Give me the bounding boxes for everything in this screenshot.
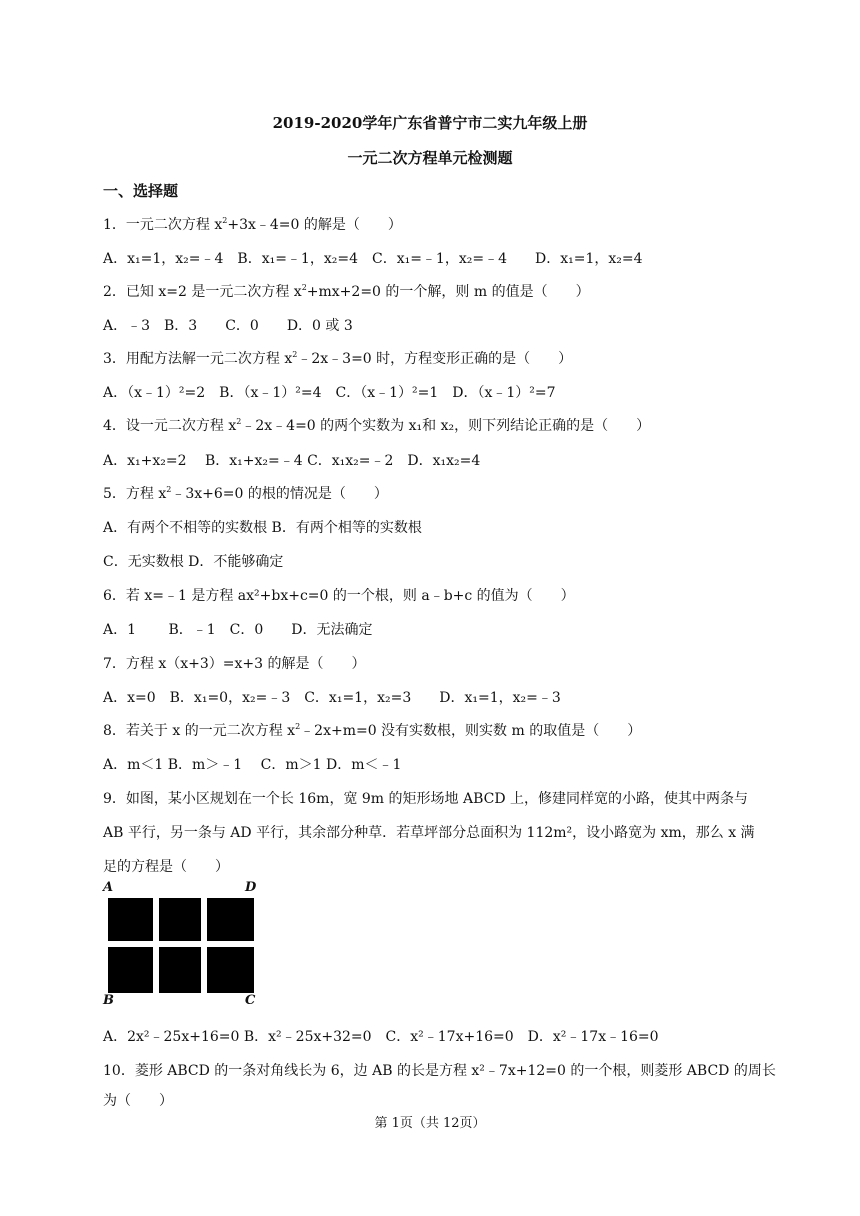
- question-9-line-3: 足的方程是（ ）: [103, 859, 229, 875]
- question-8: 8．若关于 x 的一元二次方程 $x^2﹣2x+m=0$ 没有实数根，则实数 m 的取值是（ ）: [103, 722, 642, 739]
- question-1: 1．一元二次方程 $x^2+3x﹣4=0$ 的解是（ ）: [103, 216, 402, 233]
- question-4-text-a: 4．设一元二次方程 x: [103, 418, 237, 434]
- question-2-text-a: 2．已知 x=2 是一元二次方程 x: [103, 284, 302, 300]
- question-9-line-1: 9．如图，某小区规划在一个长 16m，宽 9m 的矩形场地 ABCD 上，修建同样宽的小路，使其中两条与: [103, 791, 749, 807]
- question-5: 5．方程 $x^2﹣3x+6=0$ 的根的情况是（ ）: [103, 485, 388, 502]
- question-5-text-b: ﹣3x+6=0 的根的情况是（ ）: [171, 486, 388, 502]
- question-6: 6．若 x=﹣1 是方程 ax²+bx+c=0 的一个根，则 a﹣b+c 的值为（ ）: [103, 588, 575, 604]
- question-2-options: A．﹣3 B．3 C．0 D．0 或 3: [103, 318, 353, 334]
- document-subtitle: 一元二次方程单元检测题: [347, 149, 513, 167]
- question-3-text-b: ﹣2x﹣3=0 时，方程变形正确的是（ ）: [297, 351, 573, 367]
- question-8-text-b: ﹣2x+m=0 没有实数根，则实数 m 的取值是（ ）: [300, 723, 642, 739]
- question-5-options-2: C．无实数根 D．不能够确定: [103, 554, 284, 570]
- question-2-text-b: +mx+2=0 的一个解，则 m 的值是（ ）: [306, 284, 590, 300]
- rectangle-field-figure: [103, 880, 263, 1010]
- page-footer: 第 1页（共 12页）: [374, 1116, 486, 1131]
- vertex-label-d: D: [245, 880, 257, 895]
- question-1-text-b: +3x﹣4=0 的解是（ ）: [227, 217, 402, 233]
- question-5-options-1: A．有两个不相等的实数根 B．有两个相等的实数根: [103, 520, 422, 536]
- vertical-path-left: [153, 898, 159, 993]
- question-1-text-a: 1．一元二次方程 x: [103, 217, 223, 233]
- vertex-label-b: B: [103, 993, 114, 1008]
- question-1-options: A．x₁=1，x₂=﹣4 B．x₁=﹣1，x₂=4 C．x₁=﹣1，x₂=﹣4 D．x₁=1，x₂=4: [103, 251, 643, 267]
- vertex-label-c: C: [245, 993, 256, 1008]
- question-4-options: A．x₁+x₂=2 B．x₁+x₂=﹣4 C．x₁x₂=﹣2 D．x₁x₂=4: [103, 453, 481, 469]
- question-3: 3．用配方法解一元二次方程 $x^2﹣2x﹣3=0$ 时，方程变形正确的是（ ）: [103, 350, 573, 367]
- question-10-line-1: 10．菱形 ABCD 的一条对角线长为 6，边 AB 的长是方程 x²﹣7x+12=0 的一个根，则菱形 ABCD 的周长: [103, 1063, 776, 1079]
- question-9-options: A．2x²﹣25x+16=0 B．x²﹣25x+32=0 C．x²﹣17x+16=0 D．x²﹣17x﹣16=0: [103, 1029, 659, 1045]
- question-5-text-a: 5．方程 x: [103, 486, 167, 502]
- document-title: 2019-2020学年广东省普宁市二实九年级上册: [272, 114, 588, 132]
- question-6-options: A．1 B．﹣1 C．0 D．无法确定: [103, 622, 373, 638]
- question-7-options: A．x=0 B．x₁=0，x₂=﹣3 C．x₁=1，x₂=3 D．x₁=1，x₂=﹣3: [103, 690, 561, 706]
- question-7: 7．方程 x（x+3）=x+3 的解是（ ）: [103, 656, 366, 672]
- horizontal-path: [108, 941, 254, 947]
- question-8-options: A．m＜1 B．m＞﹣1 C．m＞1 D．m＜﹣1: [103, 757, 402, 773]
- vertex-label-a: A: [103, 880, 114, 895]
- question-2: 2．已知 x=2 是一元二次方程 $x^2+mx+2=0$ 的一个解，则 m 的值是（ ）: [103, 283, 590, 300]
- vertical-path-right: [201, 898, 207, 993]
- question-3-options: A．（x﹣1）²=2 B．（x﹣1）²=4 C．（x﹣1）²=1 D．（x﹣1）²=7: [103, 385, 556, 401]
- question-9-line-2: AB 平行，另一条与 AD 平行，其余部分种草．若草坪部分总面积为 112m²，设小路宽为 xm，那么 x 满: [103, 825, 755, 841]
- section-heading: 一、选择题: [103, 182, 179, 200]
- question-4-text-b: ﹣2x﹣4=0 的两个实数为 x₁和 x₂，则下列结论正确的是（ ）: [241, 418, 651, 434]
- question-4: 4．设一元二次方程 $x^2﹣2x﹣4=0$ 的两个实数为 x₁和 x₂，则下列结论正确的是（ ）: [103, 417, 651, 434]
- question-3-text-a: 3．用配方法解一元二次方程 x: [103, 351, 293, 367]
- question-8-text-a: 8．若关于 x 的一元二次方程 x: [103, 723, 296, 739]
- field-diagram: [103, 880, 263, 1010]
- question-10-line-2: 为（ ）: [103, 1093, 173, 1109]
